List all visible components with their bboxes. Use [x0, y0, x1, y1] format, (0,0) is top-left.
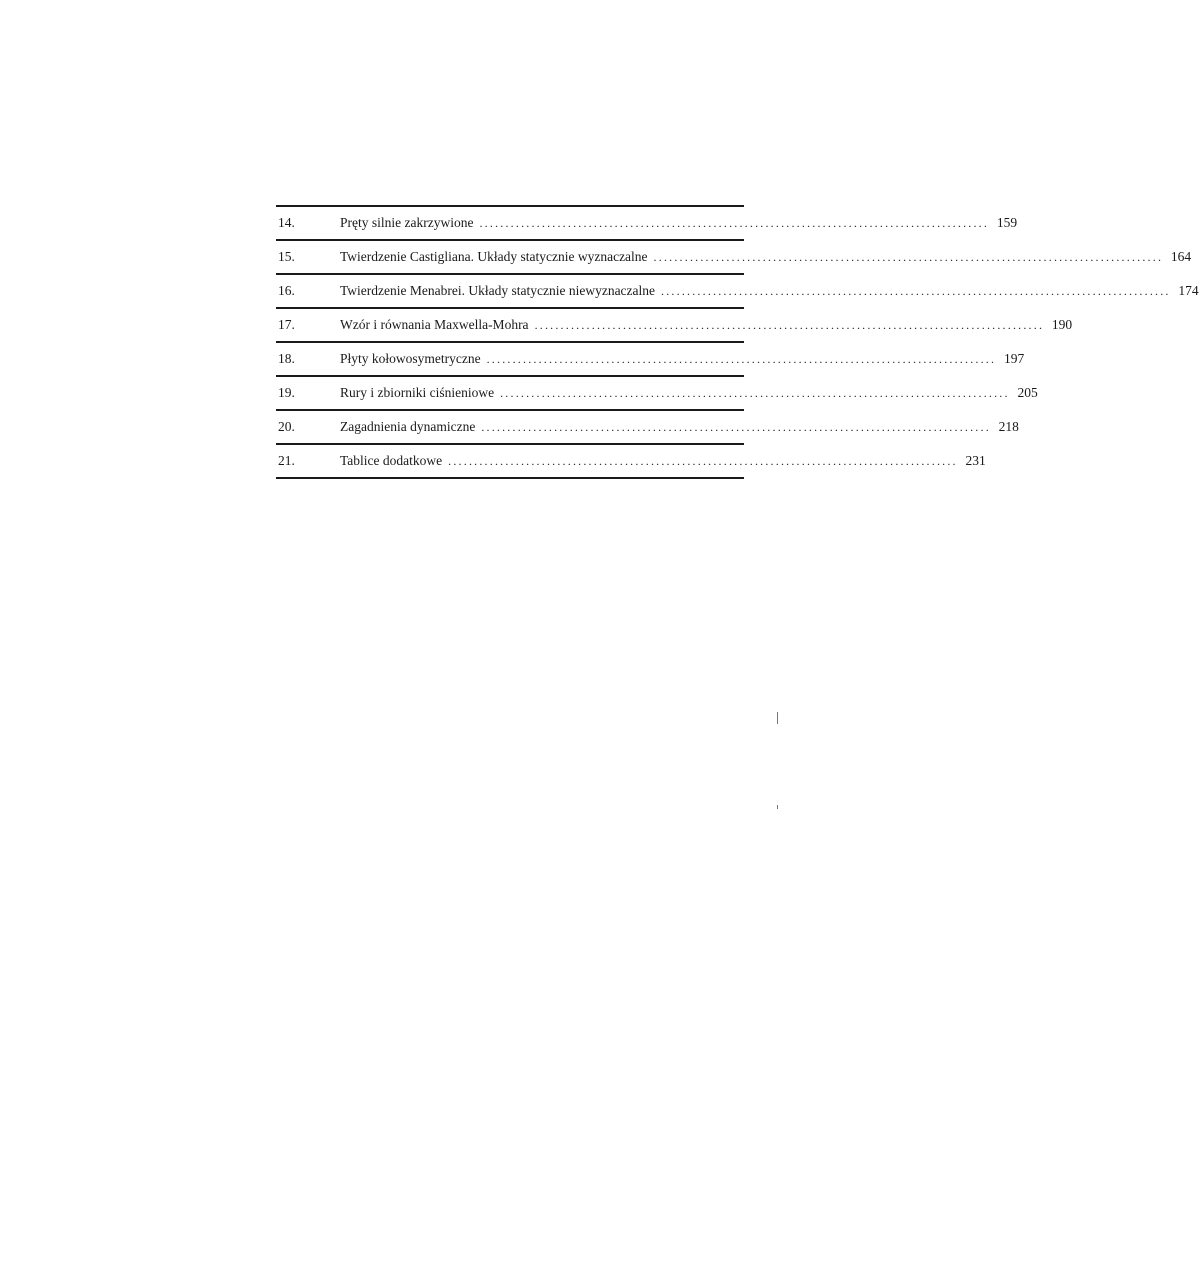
chapter-title: Tablice dodatkowe	[340, 453, 443, 468]
chapter-number: 15.	[278, 249, 295, 264]
toc-entry-20	[276, 411, 1019, 445]
page-number: 231	[965, 453, 986, 468]
chapter-number: 16.	[278, 283, 295, 298]
chapter-title: Rury i zbiorniki ciśnieniowe	[340, 385, 495, 400]
dot-leader: ..................................................................................................	[448, 454, 958, 468]
chapter-number: 14.	[278, 215, 295, 230]
dot-leader: ..................................................................................................	[486, 352, 997, 366]
chapter-title: Wzór i równania Maxwella-Mohra	[340, 317, 529, 332]
chapter-number: 20.	[278, 419, 295, 434]
toc-entry-16	[276, 275, 1199, 309]
chapter-title: Twierdzenie Castigliana. Układy statycznie wyznaczalne	[340, 249, 648, 264]
dot-leader: ..................................................................................................	[661, 284, 1171, 298]
toc-entry-17	[276, 309, 1073, 343]
page-number: 205	[1017, 385, 1038, 400]
table-of-contents	[276, 205, 1199, 479]
chapter-number: 18.	[278, 351, 295, 366]
dot-leader: ..................................................................................................	[479, 216, 990, 230]
toc-entry-15	[276, 241, 1192, 275]
page-number: 190	[1051, 317, 1073, 332]
chapter-number: 21.	[278, 453, 295, 468]
toc-entry-18	[276, 343, 1025, 377]
scan-artifact	[777, 805, 778, 809]
page-number: 197	[1003, 351, 1025, 366]
dot-leader: ..................................................................................................	[481, 420, 991, 434]
chapter-number: 17.	[278, 317, 295, 332]
chapter-number: 19.	[278, 385, 295, 400]
page-number: 164	[1170, 249, 1192, 264]
dot-leader: ..................................................................................................	[653, 250, 1164, 264]
toc-entry-14	[276, 207, 1018, 241]
page-number: 159	[996, 215, 1018, 230]
scan-artifact	[777, 712, 778, 724]
toc-entry-19	[276, 377, 1038, 411]
chapter-title: Zagadnienia dynamiczne	[340, 419, 476, 434]
chapter-title: Twierdzenie Menabrei. Układy statycznie niewyznaczalne	[340, 283, 656, 298]
toc-entry-21	[276, 445, 986, 479]
chapter-title: Płyty kołowosymetryczne	[340, 351, 481, 366]
chapter-title: Pręty silnie zakrzywione	[340, 215, 474, 230]
page-number: 218	[998, 419, 1019, 434]
dot-leader: ..................................................................................................	[534, 318, 1045, 332]
page-number: 174	[1178, 283, 1199, 298]
dot-leader: ..................................................................................................	[500, 386, 1010, 400]
